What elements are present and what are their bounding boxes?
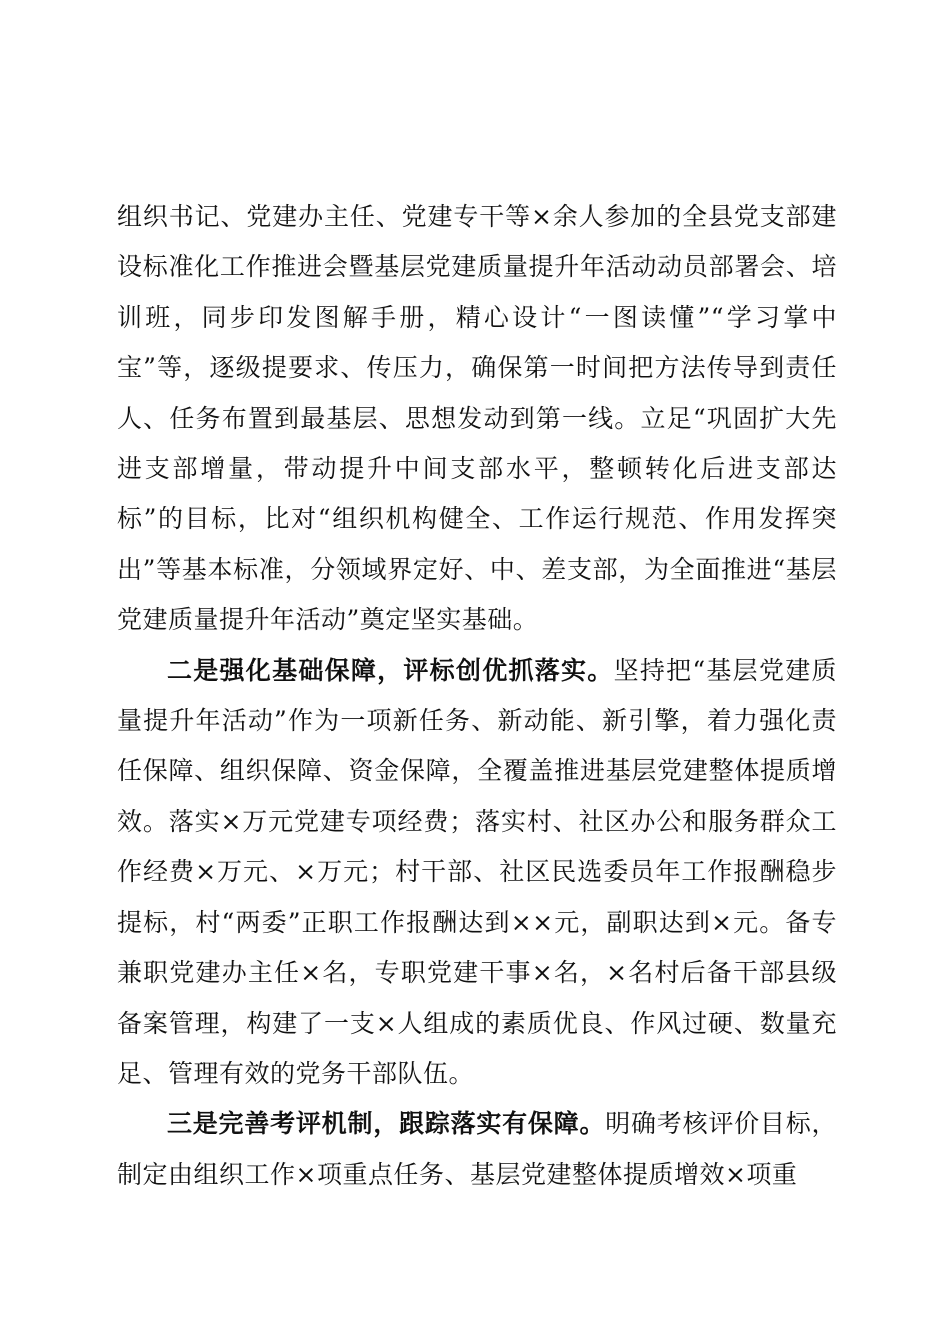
paragraph-3-lead: 三是完善考评机制，跟踪落实有保障。	[167, 1109, 606, 1139]
document-body	[117, 192, 837, 1200]
paragraph-2	[117, 646, 837, 1100]
paragraph-1-text: 组织书记、党建办主任、党建专干等×余人参加的全县党支部建设标准化工作推进会暨基层党建质量提升年活动动员部署会、培训班，同步印发图解手册，精心设计“一图读懂”“学习掌中宝”等，逐级提要求、传压力，确保第一时间把方法传导到责任人、任务布置到最基层、思想发动到第一线。立足“巩固扩大先进支部增量，带动提升中间支部水平，整顿转化后进支部达标”的目标，比对“组织机构健全、工作运行规范、作用发挥突出”等基本标准，分领域界定好、中、差支部，为全面推进“基层党建质量提升年活动”奠定坚实基础。	[117, 202, 837, 635]
paragraph-2-lead: 二是强化基础保障，评标创优抓落实。	[167, 655, 614, 685]
paragraph-2-text: 坚持把“基层党建质量提升年活动”作为一项新任务、新动能、新引擎，着力强化责任保障、组织保障、资金保障，全覆盖推进基层党建整体提质增效。落实×万元党建专项经费；落实村、社区办公和服务群众工作经费×万元、×万元；村干部、社区民选委员年工作报酬稳步提标，村“两委”正职工作报酬达到××元，副职达到×元。备专兼职党建办主任×名，专职党建干事×名，×名村后备干部县级备案管理，构建了一支×人组成的素质优良、作风过硬、数量充足、管理有效的党务干部队伍。	[117, 655, 837, 1088]
paragraph-3	[117, 1099, 837, 1200]
paragraph-3-text: 明确考核评价目标，制定由组织工作×项重点任务、基层党建整体提质增效×项重	[117, 1109, 837, 1189]
paragraph-1	[117, 192, 837, 646]
